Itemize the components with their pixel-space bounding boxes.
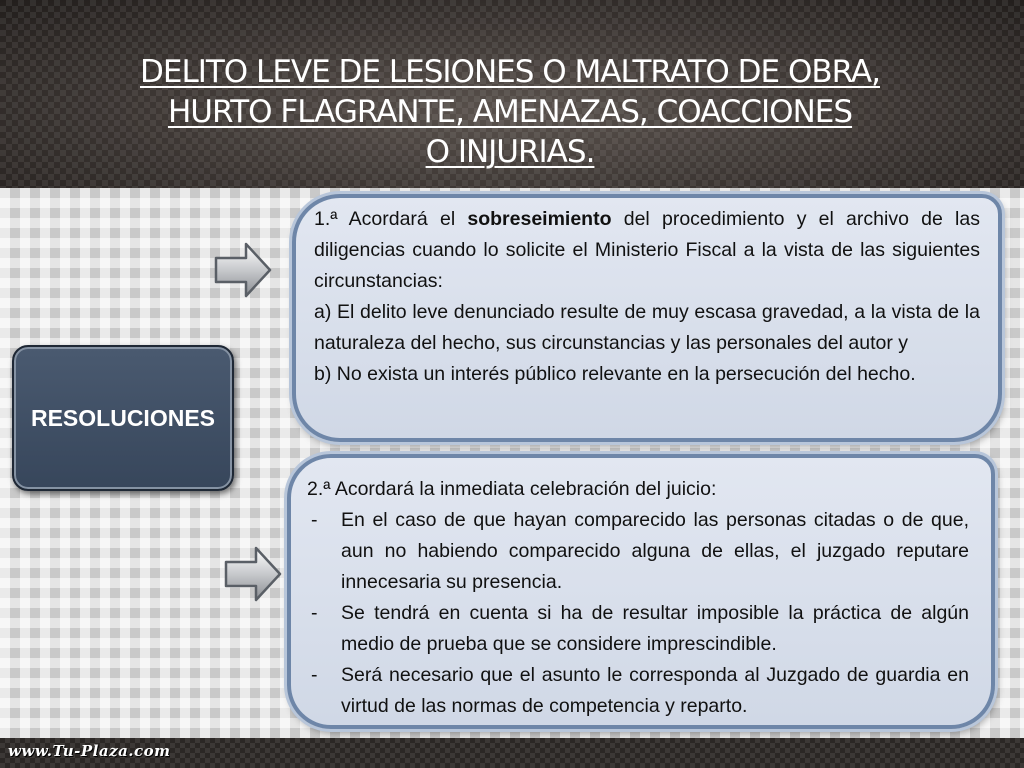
arrow-right-icon xyxy=(222,544,282,604)
sobreseimiento-panel xyxy=(292,194,1002,442)
dash-bullet: - xyxy=(311,602,318,624)
arrow-right-icon xyxy=(212,240,272,300)
panel2-intro: 2.ª Acordará la inmediata celebración del juicio: xyxy=(307,478,717,500)
list-item xyxy=(307,598,969,660)
watermark-logo: www.Tu-Plaza.com xyxy=(8,742,171,760)
juicio-panel xyxy=(287,454,995,729)
dash-bullet: - xyxy=(311,509,318,531)
list-item xyxy=(307,505,969,598)
intro-bold: sobreseimiento xyxy=(467,208,612,230)
list-item-text: En el caso de que hayan comparecido las personas citadas o de que, aun no habiendo comparecido alguna de ellas, el juzgado reputare innecesaria su presencia. xyxy=(341,509,969,593)
slide-title xyxy=(110,52,910,172)
panel1-item-a: a) El delito leve denunciado resulte de muy escasa gravedad, a la vista de la naturaleza del hecho, sus circunstancias y las personales del autor y xyxy=(314,301,980,354)
title-line: DELITO LEVE DE LESIONES O MALTRATO DE OBRA, xyxy=(139,54,880,90)
title-line: O INJURIAS. xyxy=(425,134,595,170)
resoluciones-label: RESOLUCIONES xyxy=(30,404,216,431)
panel1-intro xyxy=(314,204,980,297)
intro-text: del procedimiento y el archivo de las diligencias cuando lo solicite el Ministerio Fiscal a la vista de las siguientes circunstancias: xyxy=(314,208,980,292)
header-band xyxy=(0,0,1024,188)
panel1-item-b: b) No exista un interés público relevante en la persecución del hecho. xyxy=(314,363,916,385)
list-item xyxy=(307,660,969,722)
list-item-text: Se tendrá en cuenta si ha de resultar imposible la práctica de algún medio de prueba que se considere imprescindible. xyxy=(341,602,969,655)
list-item-text: Será necesario que el asunto le corresponda al Juzgado de guardia en virtud de las normas de competencia y reparto. xyxy=(341,664,969,717)
resoluciones-box xyxy=(12,345,234,491)
title-line: HURTO FLAGRANTE, AMENAZAS, COACCIONES xyxy=(167,94,853,130)
intro-text: 1.ª Acordará el xyxy=(314,208,468,230)
dash-bullet: - xyxy=(311,664,318,686)
